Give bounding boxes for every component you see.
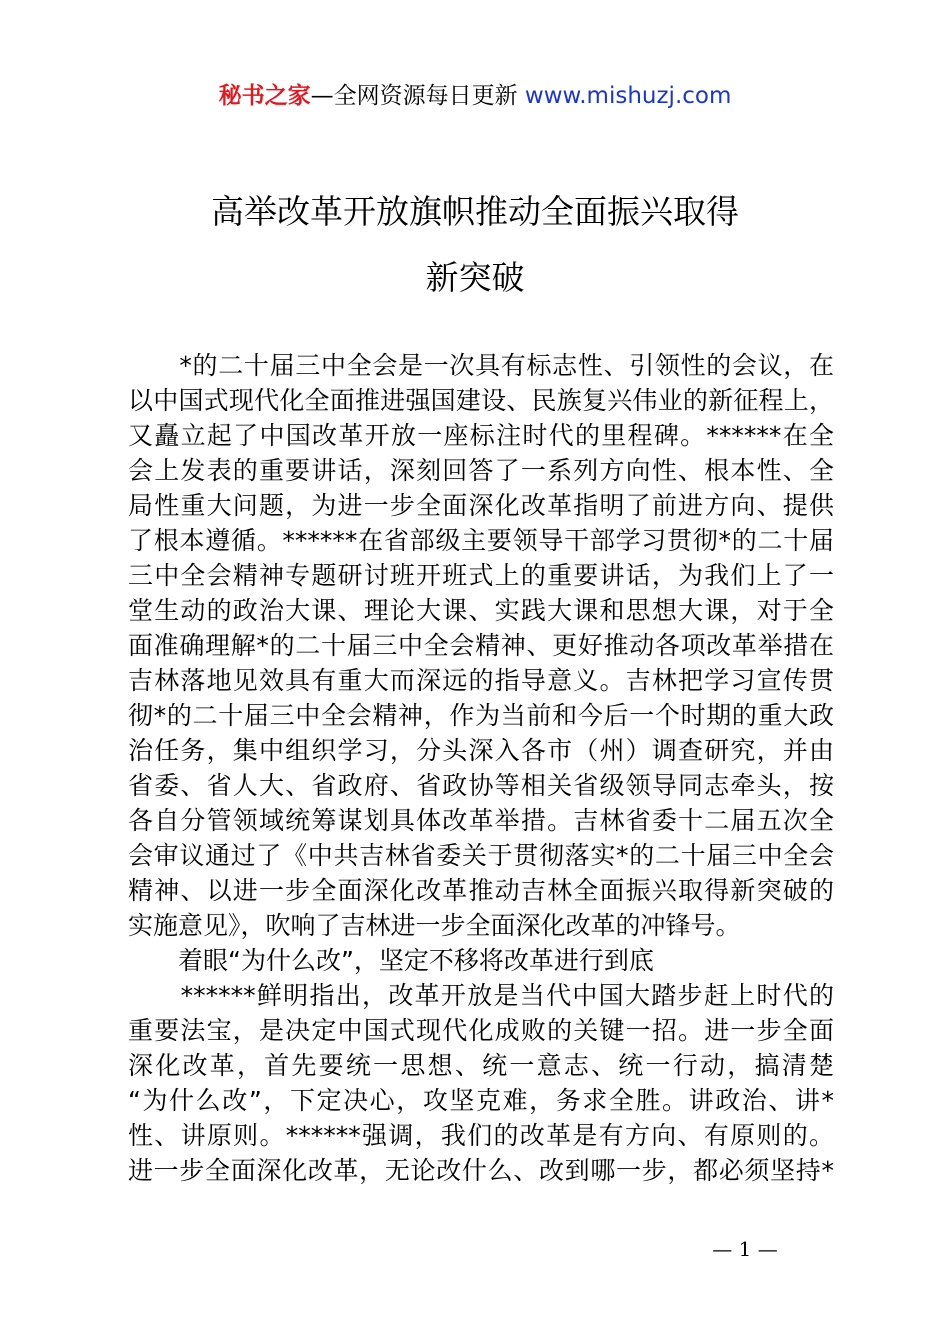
body-line: 会审议通过了《中共吉林省委关于贯彻落实*的二十届三中全会	[128, 841, 834, 870]
body-line: 以中国式现代化全面推进强国建设、民族复兴伟业的新征程上，	[128, 386, 834, 415]
site-brand[interactable]: 秘书之家	[218, 83, 311, 109]
body-line: *的二十届三中全会是一次具有标志性、引领性的会议，在	[128, 351, 834, 380]
document-title-line-1: 高举改革开放旗帜推动全面振兴取得	[211, 192, 739, 231]
body-line: 精神、以进一步全面深化改革推动吉林全面振兴取得新突破的	[128, 876, 834, 905]
site-header	[0, 80, 950, 112]
body-line: “为什么改”，下定决心，攻坚克难，务求全胜。讲政治、讲*	[128, 1086, 834, 1115]
site-tagline: —全网资源每日更新	[310, 83, 525, 109]
body-line: 各自分管领域统筹谋划具体改革举措。吉林省委十二届五次全	[128, 806, 834, 835]
body-line: 深化改革，首先要统一思想、统一意志、统一行动，搞清楚	[128, 1051, 834, 1080]
document-title-line-2: 新突破	[425, 258, 525, 297]
body-line: 面准确理解*的二十届三中全会精神、更好推动各项改革举措在	[128, 631, 834, 660]
body-line: 性、讲原则。******强调，我们的改革是有方向、有原则的。	[128, 1121, 834, 1150]
body-line: 又矗立起了中国改革开放一座标注时代的里程碑。******在全	[128, 421, 834, 450]
body-line: 会上发表的重要讲话，深刻回答了一系列方向性、根本性、全	[128, 456, 834, 485]
body-line: 三中全会精神专题研讨班开班式上的重要讲话，为我们上了一	[128, 561, 834, 590]
body-line: 进一步全面深化改革，无论改什么、改到哪一步，都必须坚持*	[128, 1156, 834, 1185]
section-heading: 着眼“为什么改”，坚定不移将改革进行到底	[128, 946, 654, 975]
body-line: 治任务，集中组织学习，分头深入各市（州）调查研究，并由	[128, 736, 834, 765]
body-line: 了根本遵循。******在省部级主要领导干部学习贯彻*的二十届	[128, 526, 834, 555]
body-line: 省委、省人大、省政府、省政协等相关省级领导同志牵头，按	[128, 771, 834, 800]
body-line: 重要法宝，是决定中国式现代化成败的关键一招。进一步全面	[128, 1016, 834, 1045]
body-line: ******鲜明指出，改革开放是当代中国大踏步赶上时代的	[128, 981, 834, 1010]
site-url-link[interactable]: www.mishuzj.com	[524, 83, 732, 109]
body-line: 堂生动的政治大课、理论大课、实践大课和思想大课，对于全	[128, 596, 834, 625]
body-line: 彻*的二十届三中全会精神，作为当前和今后一个时期的重大政	[128, 701, 834, 730]
body-line: 局性重大问题，为进一步全面深化改革指明了前进方向、提供	[128, 491, 834, 520]
page-number: — 1 —	[712, 1237, 778, 1261]
body-line: 实施意见》，吹响了吉林进一步全面深化改革的冲锋号。	[128, 911, 741, 940]
body-line: 吉林落地见效具有重大而深远的指导意义。吉林把学习宣传贯	[128, 666, 834, 695]
